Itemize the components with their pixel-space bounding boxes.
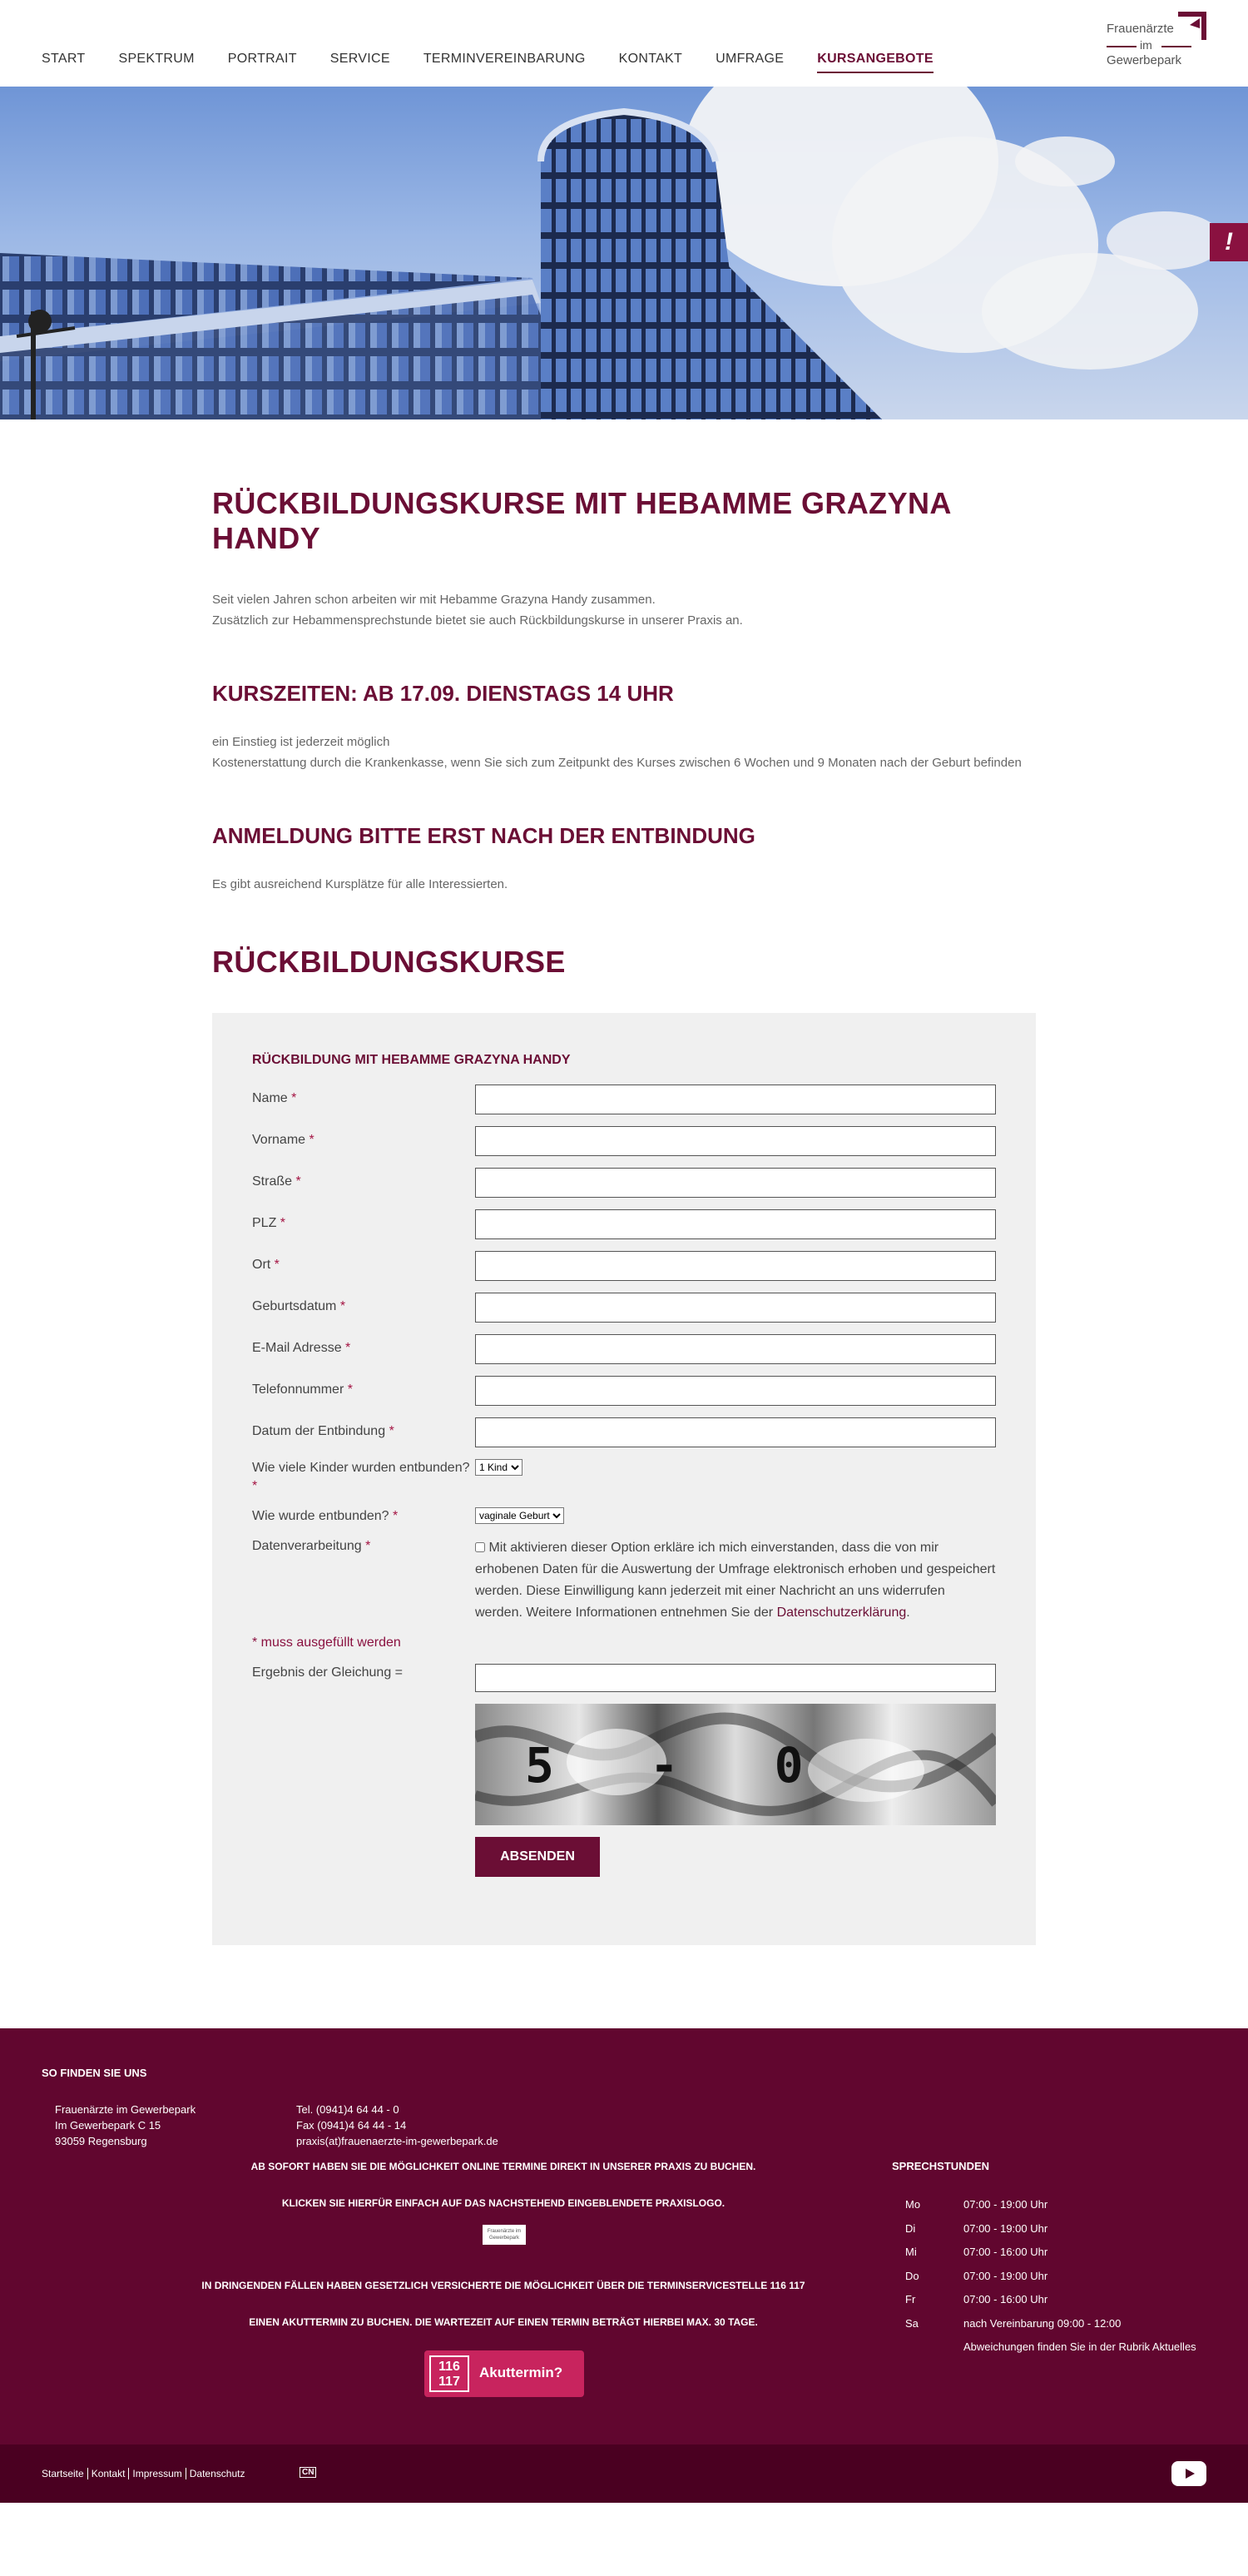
vorname-label: Vorname: [252, 1133, 306, 1147]
hours-row: [905, 2288, 1196, 2312]
hours-time: 07:00 - 16:00 Uhr: [963, 2293, 1048, 2305]
required-star: *: [252, 1479, 258, 1493]
nav-portrait[interactable]: PORTRAIT: [227, 52, 297, 66]
urgent-text-2: EINEN AKUTTERMIN ZU BUCHEN. DIE WARTEZEIT AUF EINEN TERMIN BETRÄGT HIERBEI MAX. 30 TAGE.: [249, 2316, 758, 2328]
email-label: E-Mail Adresse: [252, 1341, 342, 1355]
form-row-plz: [252, 1209, 996, 1239]
registration-heading: ANMELDUNG BITTE ERST NACH DER ENTBINDUNG: [212, 823, 755, 848]
form-row-datenverarbeitung: [252, 1537, 996, 1624]
form-title: RÜCKBILDUNG MIT HEBAMME GRAZYNA HANDY: [252, 1053, 571, 1067]
required-star: *: [393, 1509, 399, 1523]
captcha-image: [475, 1704, 996, 1825]
vorname-input[interactable]: [475, 1126, 996, 1156]
entbunden-label: Wie wurde entbunden?: [252, 1509, 389, 1523]
form-row-entbunden: [252, 1507, 996, 1526]
main-nav: [42, 52, 934, 73]
link-datenschutz[interactable]: Datenschutz: [189, 2468, 245, 2479]
online-booking-text-2: KLICKEN SIE HIERFÜR EINFACH AUF DAS NACHSTEHEND EINGEBLENDETE PRAXISLOGO.: [281, 2197, 726, 2209]
form-row-ort: [252, 1251, 996, 1281]
plz-label: PLZ: [252, 1216, 277, 1230]
plz-input[interactable]: [475, 1209, 996, 1239]
akut-number-icon: [429, 2355, 469, 2392]
footer-address: [55, 2102, 196, 2149]
form-row-entbindung: [252, 1417, 996, 1447]
hours-time: 07:00 - 16:00 Uhr: [963, 2246, 1048, 2258]
submit-button[interactable]: ABSENDEN: [475, 1837, 600, 1877]
youtube-icon[interactable]: [1171, 2461, 1206, 2486]
hours-time: 07:00 - 19:00 Uhr: [963, 2269, 1048, 2282]
hours-day: Do: [905, 2269, 919, 2282]
hours-day: Sa: [905, 2316, 919, 2330]
online-booking-text-1: AB SOFORT HABEN SIE DIE MÖGLICHKEIT ONLINE TERMINE DIREKT IN UNSERER PRAXIS ZU BUCHEN.: [250, 2161, 756, 2172]
main-content: [212, 419, 1036, 1945]
intro-paragraph-1: Seit vielen Jahren schon arbeiten wir mit Hebamme Grazyna Handy zusammen.: [212, 593, 656, 607]
intro-paragraph-2: Zusätzlich zur Hebammensprechstunde bietet sie auch Rückbildungskurse in unserer Praxis an.: [212, 613, 743, 628]
address-line: Frauenärzte im Gewerbepark: [55, 2103, 196, 2116]
course-info-1: ein Einstieg ist jederzeit möglich: [212, 735, 390, 749]
strasse-input[interactable]: [475, 1168, 996, 1198]
hours-row: [905, 2217, 1196, 2241]
phone-line[interactable]: Tel. (0941)4 64 44 - 0: [296, 2103, 399, 2116]
email-input[interactable]: [475, 1334, 996, 1364]
required-note: * muss ausgefüllt werden: [252, 1635, 401, 1650]
nav-start[interactable]: START: [42, 52, 86, 66]
captcha-text: 5 - 0: [525, 1737, 837, 1794]
urgent-text-1: IN DRINGENDEN FÄLLEN HABEN GESETZLICH VERSICHERTE DIE MÖGLICHKEIT ÜBER DIE TERMINSERVICESTELLE 116 117: [201, 2280, 805, 2291]
strasse-label: Straße: [252, 1174, 293, 1189]
required-star: *: [347, 1382, 353, 1397]
hours-row: [905, 2312, 1196, 2336]
entbunden-select[interactable]: [475, 1507, 564, 1524]
hours-day: Fr: [905, 2293, 916, 2305]
hours-list: [905, 2193, 1196, 2360]
nav-service[interactable]: SERVICE: [329, 52, 390, 66]
nav-kursangebote[interactable]: KURSANGEBOTE: [817, 52, 934, 73]
logo-line1: Frauenärzte: [1107, 22, 1174, 36]
link-kontakt[interactable]: Kontakt: [88, 2468, 130, 2479]
hours-time: 07:00 - 19:00 Uhr: [963, 2221, 1048, 2235]
logo-line3: Gewerbepark: [1107, 53, 1182, 67]
hours-day: Mi: [905, 2246, 917, 2258]
praxis-logo-button[interactable]: Frauenärzte im Gewerbepark: [483, 2225, 526, 2245]
entbindung-input[interactable]: [475, 1417, 996, 1447]
language-cn-button[interactable]: CN: [300, 2467, 316, 2478]
nav-umfrage[interactable]: UMFRAGE: [716, 52, 785, 66]
courses-heading: RÜCKBILDUNGSKURSE: [212, 945, 566, 979]
address-line: 93059 Regensburg: [55, 2135, 147, 2147]
required-star: *: [309, 1133, 314, 1147]
email-line[interactable]: praxis(at)frauenaerzte-im-gewerbepark.de: [296, 2135, 498, 2147]
site-header: [0, 0, 1248, 87]
form-row-geburtsdatum: [252, 1293, 996, 1323]
akut-number-top: 116: [438, 2360, 460, 2374]
geburtsdatum-label: Geburtsdatum: [252, 1299, 337, 1313]
hours-row: [905, 2335, 1196, 2360]
name-input[interactable]: [475, 1085, 996, 1114]
required-star: *: [365, 1539, 371, 1553]
address-line: Im Gewerbepark C 15: [55, 2119, 161, 2132]
required-star: *: [291, 1091, 297, 1105]
registration-form: [212, 1013, 1036, 1945]
consent-text: Mit aktivieren dieser Option erkläre ich mich einverstanden, dass die von mir erhobenen Daten für die Auswertung der Umfrage elektronisch erhoben und gespeichert werden. Diese Einwilligung kann jederzeit mit einer Nachricht an uns widerrufen werden. Weitere Informationen entnehmen Sie der: [475, 1541, 996, 1620]
nav-kontakt[interactable]: KONTAKT: [618, 52, 683, 66]
privacy-link[interactable]: Datenschutzerklärung: [776, 1606, 907, 1620]
required-star: *: [295, 1174, 301, 1189]
form-row-name: [252, 1085, 996, 1114]
consent-end: .: [906, 1606, 910, 1620]
kinder-select[interactable]: [475, 1459, 522, 1476]
nav-spektrum[interactable]: SPEKTRUM: [118, 52, 195, 66]
hours-row: [905, 2193, 1196, 2217]
required-star: *: [339, 1299, 346, 1313]
nav-terminvereinbarung[interactable]: TERMINVEREINBARUNG: [423, 52, 586, 66]
link-startseite[interactable]: Startseite: [42, 2468, 88, 2479]
akut-number-bottom: 117: [438, 2375, 460, 2389]
hero-building: [0, 87, 1248, 419]
course-info-2: Kostenerstattung durch die Krankenkasse, wenn Sie sich zum Zeitpunkt des Kurses zwischen 6 Wochen und 9 Monaten nach der Geburt befinden: [212, 756, 1022, 770]
hours-row: [905, 2265, 1196, 2289]
footer-contact: [296, 2102, 498, 2149]
form-row-email: [252, 1334, 996, 1364]
registration-info: Es gibt ausreichend Kursplätze für alle Interessierten.: [212, 877, 508, 891]
form-row-captcha: [252, 1664, 996, 1692]
logo-rule-right: [1161, 46, 1191, 47]
form-row-telefon: [252, 1376, 996, 1406]
akuttermin-button[interactable]: [424, 2350, 584, 2397]
hours-day: Mo: [905, 2198, 921, 2211]
logo-corner-icon: [1178, 12, 1206, 40]
site-logo[interactable]: [1107, 12, 1206, 70]
hero-image: [0, 87, 1248, 419]
alert-tab[interactable]: !: [1210, 223, 1248, 261]
hours-title: SPRECHSTUNDEN: [892, 2160, 990, 2172]
required-star: *: [274, 1258, 280, 1272]
page-title: RÜCKBILDUNGSKURSE MIT HEBAMME GRAZYNA HANDY: [212, 486, 951, 555]
telefon-label: Telefonnummer: [252, 1382, 344, 1397]
form-row-captcha-image: [252, 1704, 996, 1825]
form-row-submit: [252, 1837, 996, 1877]
footer-title: SO FINDEN SIE UNS: [42, 2067, 147, 2079]
required-star: *: [280, 1216, 286, 1230]
kinder-label: Wie viele Kinder wurden entbunden?: [252, 1461, 470, 1475]
geburtsdatum-input[interactable]: [475, 1293, 996, 1323]
ort-input[interactable]: [475, 1251, 996, 1281]
datenverarbeitung-label: Datenverarbeitung: [252, 1539, 362, 1553]
akut-label: Akuttermin?: [479, 2365, 563, 2380]
form-row-kinder: [252, 1459, 996, 1496]
link-impressum[interactable]: Impressum: [129, 2468, 186, 2479]
hours-time: nach Vereinbarung 09:00 - 12:00: [963, 2316, 1122, 2330]
entbindung-label: Datum der Entbindung: [252, 1424, 386, 1438]
bottom-bar: [0, 2444, 1248, 2503]
captcha-input[interactable]: [475, 1664, 996, 1692]
required-star: *: [345, 1341, 351, 1355]
hours-time: Abweichungen finden Sie in der Rubrik Aktuelles: [963, 2340, 1196, 2353]
form-row-vorname: [252, 1126, 996, 1156]
hours-row: [905, 2241, 1196, 2265]
captcha-label: Ergebnis der Gleichung =: [252, 1665, 403, 1680]
consent-checkbox[interactable]: [475, 1542, 485, 1552]
telefon-input[interactable]: [475, 1376, 996, 1406]
form-row-strasse: [252, 1168, 996, 1198]
bottom-links: [42, 2468, 248, 2479]
fax-line: Fax (0941)4 64 44 - 14: [296, 2119, 407, 2132]
logo-rule-left: [1107, 46, 1137, 47]
hours-time: 07:00 - 19:00 Uhr: [963, 2198, 1048, 2211]
hours-day: Di: [905, 2221, 916, 2235]
logo-line2: im: [1140, 38, 1152, 52]
consent-block: [475, 1537, 996, 1624]
required-star: *: [389, 1424, 394, 1438]
ort-label: Ort: [252, 1258, 271, 1272]
course-times-heading: KURSZEITEN: AB 17.09. DIENSTAGS 14 UHR: [212, 681, 674, 706]
name-label: Name: [252, 1091, 288, 1105]
site-footer: [0, 2028, 1248, 2444]
